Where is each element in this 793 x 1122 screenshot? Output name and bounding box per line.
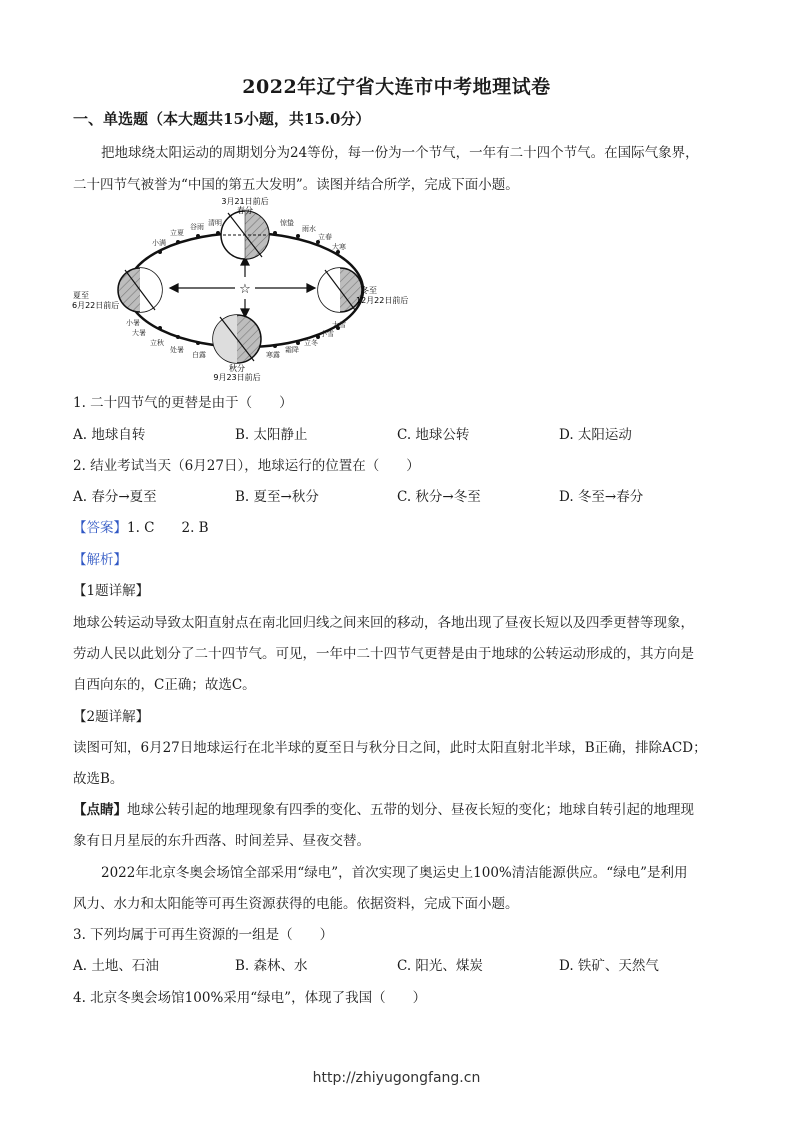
option-c[interactable]: C. 阳光、煤炭	[397, 958, 483, 974]
term-label: 寒露	[266, 351, 280, 359]
analysis-label: 【解析】	[73, 552, 127, 568]
comment-label: 【点睛】	[73, 802, 127, 818]
term-label: 立夏	[170, 229, 184, 237]
question-2-stem: 2. 结业考试当天（6月27日），地球运行的位置在（ ）	[73, 458, 420, 474]
footer-url[interactable]: http://zhiyugongfang.cn	[312, 1070, 481, 1086]
page-title: 2022年辽宁省大连市中考地理试卷	[242, 76, 551, 98]
term-label: 处暑	[170, 346, 184, 354]
term-label: 霜降	[285, 346, 299, 354]
label-summer-date: 6月22日前后	[72, 301, 120, 310]
detail-2-line: 读图可知，6月27日地球运行在北半球的夏至日与秋分日之间，此时太阳直射北半球，B正确，排除ACD；	[73, 740, 707, 756]
label-autumn-date: 9月23日前后	[213, 373, 261, 382]
label-winter-date: 12月22日前后	[356, 296, 409, 305]
label-spring: 春分	[237, 206, 253, 215]
earth-summer-solstice	[118, 268, 162, 312]
intro-2-line-2: 风力、水力和太阳能等可再生资源获得的电能。依据资料，完成下面小题。	[73, 896, 519, 912]
earth-winter-solstice	[318, 268, 362, 312]
detail-2-line: 故选B。	[73, 771, 124, 787]
detail-2-label: 【2题详解】	[73, 709, 150, 725]
option-c[interactable]: C. 地球公转	[397, 427, 470, 443]
comment-text: 地球公转引起的地理现象有四季的变化、五带的划分、昼夜长短的变化；地球自转引起的地理现	[127, 802, 694, 818]
term-label: 大暑	[132, 329, 146, 337]
label-winter: 冬至	[361, 286, 377, 295]
detail-1-line: 劳动人民以此划分了二十四节气。可见，一年中二十四节气更替是由于地球的公转运动形成的，其方向是	[73, 646, 694, 662]
option-a[interactable]: A. 土地、石油	[73, 958, 159, 974]
section-heading: 一、单选题（本大题共15小题，共15.0分）	[73, 110, 371, 128]
label-summer: 夏至	[73, 291, 89, 300]
option-b[interactable]: B. 森林、水	[235, 958, 308, 974]
term-label: 小暑	[126, 319, 140, 327]
question-3-stem: 3. 下列均属于可再生资源的一组是（ ）	[73, 927, 334, 943]
term-label: 大雪	[332, 321, 346, 329]
answer-line	[73, 516, 209, 536]
answer-label: 【答案】	[73, 520, 127, 536]
term-label: 白露	[192, 351, 206, 359]
option-d[interactable]: D. 冬至→春分	[559, 489, 644, 505]
term-label: 谷雨	[190, 223, 204, 231]
term-label: 清明	[208, 219, 222, 227]
earth-autumn-equinox	[213, 315, 261, 363]
intro-paragraph-line-2: 二十四节气被誉为“中国的第五大发明”。读图并结合所学，完成下面小题。	[73, 177, 519, 193]
detail-1-label: 【1题详解】	[73, 583, 150, 599]
term-label: 雨水	[302, 225, 316, 233]
term-label: 大寒	[332, 243, 346, 251]
detail-1-line: 自西向东的，C正确；故选C。	[73, 677, 256, 693]
option-b[interactable]: B. 太阳静止	[235, 427, 308, 443]
question-4-stem: 4. 北京冬奥会场馆100%采用“绿电”，体现了我国（ ）	[73, 990, 427, 1006]
term-label: 小满	[152, 239, 166, 247]
option-a[interactable]: A. 地球自转	[73, 427, 146, 443]
term-label: 小雪	[320, 330, 334, 338]
sun-symbol: ☆	[239, 282, 251, 297]
label-autumn: 秋分	[229, 364, 245, 373]
option-d[interactable]: D. 太阳运动	[559, 427, 632, 443]
detail-1-line: 地球公转运动导致太阳直射点在南北回归线之间来回的移动，各地出现了昼夜长短以及四季更替等现象，	[73, 615, 694, 631]
intro-paragraph-line-1: 把地球绕太阳运动的周期划分为24等份，每一份为一个节气，一年有二十四个节气。在国际气象界，	[101, 145, 699, 161]
option-d[interactable]: D. 铁矿、天然气	[559, 958, 659, 974]
term-label: 立春	[318, 233, 332, 241]
comment-line-2: 象有日月星辰的东升西落、时间差异、昼夜交替。	[73, 833, 370, 849]
option-a[interactable]: A. 春分→夏至	[73, 489, 157, 505]
earth-orbit-diagram	[70, 195, 409, 382]
term-label: 惊蛰	[280, 219, 294, 227]
term-label: 立秋	[150, 339, 164, 347]
answer-text: 1. C 2. B	[127, 520, 209, 536]
comment-line	[73, 798, 694, 818]
question-1-stem: 1. 二十四节气的更替是由于（ ）	[73, 395, 293, 411]
option-b[interactable]: B. 夏至→秋分	[235, 489, 319, 505]
term-label: 立冬	[304, 339, 318, 347]
earth-spring-equinox	[221, 211, 269, 259]
option-c[interactable]: C. 秋分→冬至	[397, 489, 481, 505]
label-spring-date: 3月21日前后	[221, 197, 269, 206]
intro-2-line-1: 2022年北京冬奥会场馆全部采用“绿电”，首次实现了奥运史上100%清洁能源供应。“绿电”是利用	[101, 865, 688, 881]
